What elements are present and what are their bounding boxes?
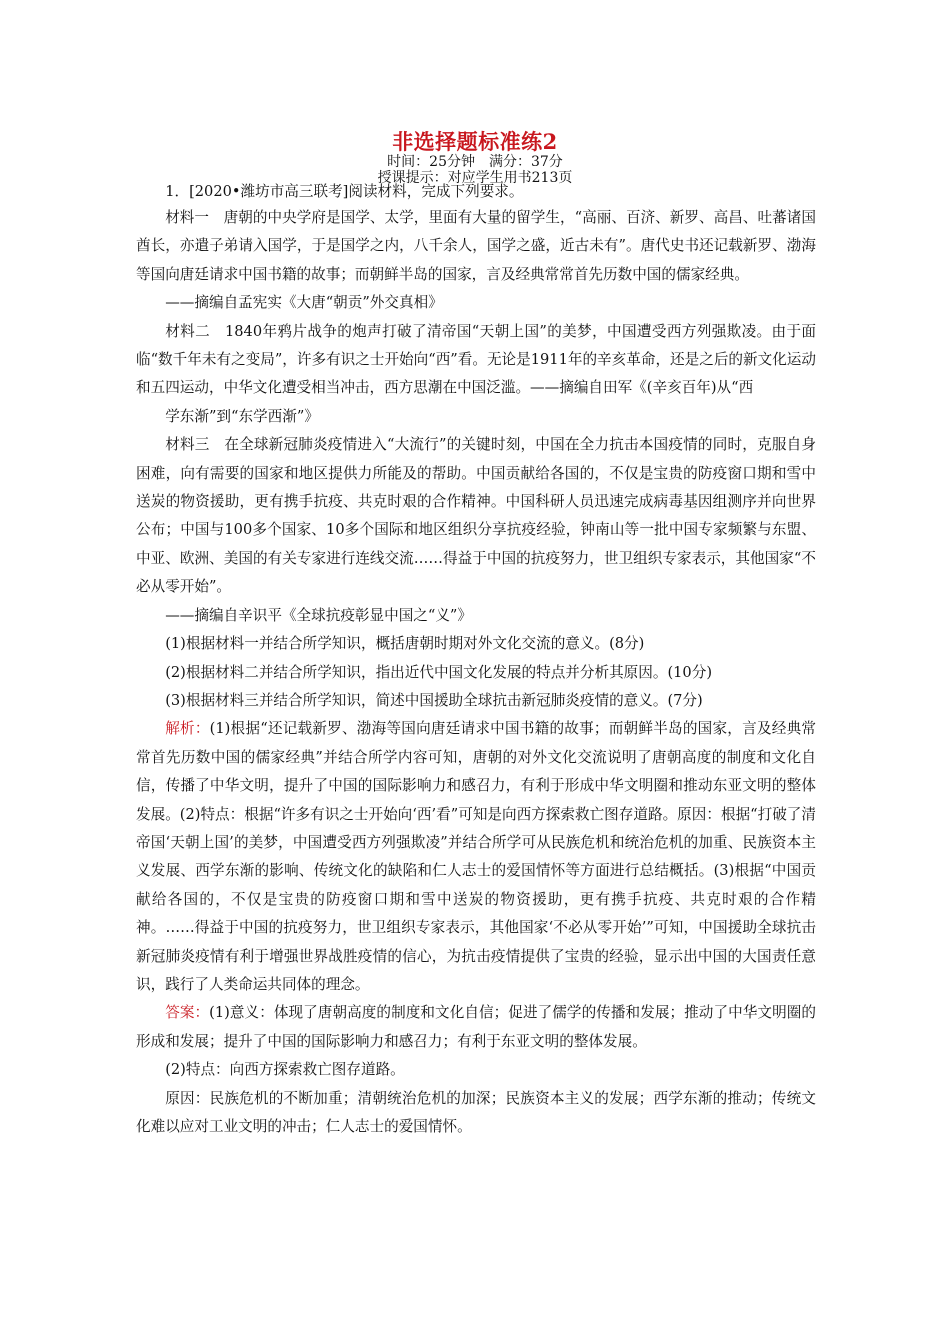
material-one-source: ——摘编自孟宪实《大唐“朝贡”外交真相》	[165, 294, 443, 312]
answer-paragraph	[136, 999, 816, 1056]
sub-question-3: (3)根据材料三并结合所学知识，简述中国援助全球抗击新冠肺炎疫情的意义。(7分)	[165, 691, 703, 709]
material-two-continued: 学东渐”到“东学西渐”》	[165, 407, 319, 425]
document-header	[0, 130, 950, 186]
material-two: 材料二 1840年鸦片战争的炮声打破了清帝国“天朝上国”的美梦，中国遭受西方列强欺凌。由于面临“数千年未有之变局”，许多有识之士开始向“西”看。无论是1911年的辛亥革命，还是之后的新文化运动和五四运动，中华文化遭受相当冲击，西方思潮在中国泛滥。——摘编自田军《(辛亥百年)从“西	[136, 322, 816, 397]
material-one: 材料一 唐朝的中央学府是国学、太学，里面有大量的留学生，“高丽、百济、新罗、高昌、吐蕃诸国酋长，亦遣子弟请入国学，于是国学之内，八千余人，国学之盛，近古未有”。唐代史书还记载新罗、渤海等国向唐廷请求中国书籍的故事；而朝鲜半岛的国家，言及经典常常首先历数中国的儒家经典。	[136, 209, 816, 283]
answer-part-2-reason: 原因：民族危机的不断加重；清朝统治危机的加深；民族资本主义的发展；西学东渐的推动；传统文化难以应对工业文明的冲击；仁人志士的爱国情怀。	[136, 1089, 816, 1135]
analysis-text: (1)根据“还记载新罗、渤海等国向唐廷请求中国书籍的故事；而朝鲜半岛的国家，言及经典常常首先历数中国的儒家经典”并结合所学内容可知，唐朝的对外文化交流说明了唐朝高度的制度和文化自信，传播了中华文明，提升了中国的国际影响力和感召力，有利于形成中华文明圈和推动东亚文明的整体发展。(2)特点：根据“许多有识之士开始向‘西’看”可知是向西方探索救亡图存道路。原因：根据“打破了清帝国‘天朝上国’的美梦，中国遭受西方列强欺凌”并结合所学可从民族危机和统治危机的加重、民族资本主义发展、西学东渐的影响、传统文化的缺陷和仁人志士的爱国情怀等方面进行总结概括。(3)根据“中国贡献给各国的，不仅是宝贵的防疫窗口期和雪中送炭的物资援助，更有携手抗疫、共克时艰的合作精神。……得益于中国的抗疫努力，世卫组织专家表示，其他国家‘不必从零开始’”可知，中国援助全球抗击新冠肺炎疫情有利于增强世界战胜疫情的信心，为抗击疫情提供了宝贵的经验，显示出中国的大国责任意识，践行了人类命运共同体的理念。	[136, 720, 816, 993]
sub-question-2: (2)根据材料二并结合所学知识，指出近代中国文化发展的特点并分析其原因。(10分)	[165, 663, 713, 681]
time-score-line: 时间：25分钟 满分：37分	[387, 154, 563, 170]
answer-label: 答案：	[165, 1004, 210, 1022]
material-three-source: ——摘编自辛识平《全球抗疫彰显中国之“义”》	[165, 606, 472, 624]
material-three: 材料三 在全球新冠肺炎疫情进入“大流行”的关键时刻，中国在全力抗击本国疫情的同时，克服自身困难，向有需要的国家和地区提供力所能及的帮助。中国贡献给各国的，不仅是宝贵的防疫窗口期和雪中送炭的物资援助，更有携手抗疫、共克时艰的合作精神。中国科研人员迅速完成病毒基因组测序并向世界公布；中国与100多个国家、10多个国际和地区组织分享抗疫经验，钟南山等一批中国专家频繁与东盟、中亚、欧洲、美国的有关专家进行连线交流……得益于中国的抗疫努力，世卫组织专家表示，其他国家“不必从零开始”。	[136, 436, 816, 596]
answer-part-2: (2)特点：向西方探索救亡图存道路。	[165, 1061, 405, 1079]
lesson-hint-line: 授课提示：对应学生用书213页	[377, 170, 573, 186]
page-title: 非选择题标准练2	[392, 129, 558, 154]
analysis-paragraph	[136, 715, 816, 999]
question-intro: 1．[2020•潍坊市高三联考]阅读材料，完成下列要求。	[165, 183, 524, 200]
answer-part-1: (1)意义：体现了唐朝高度的制度和文化自信；促进了儒学的传播和发展；推动了中华文明圈的形成和发展；提升了中国的国际影响力和感召力；有利于东亚文明的整体发展。	[136, 1004, 816, 1050]
sub-question-1: (1)根据材料一并结合所学知识，概括唐朝时期对外文化交流的意义。(8分)	[165, 635, 645, 653]
document-body	[136, 182, 816, 1141]
analysis-label: 解析：	[165, 720, 210, 738]
